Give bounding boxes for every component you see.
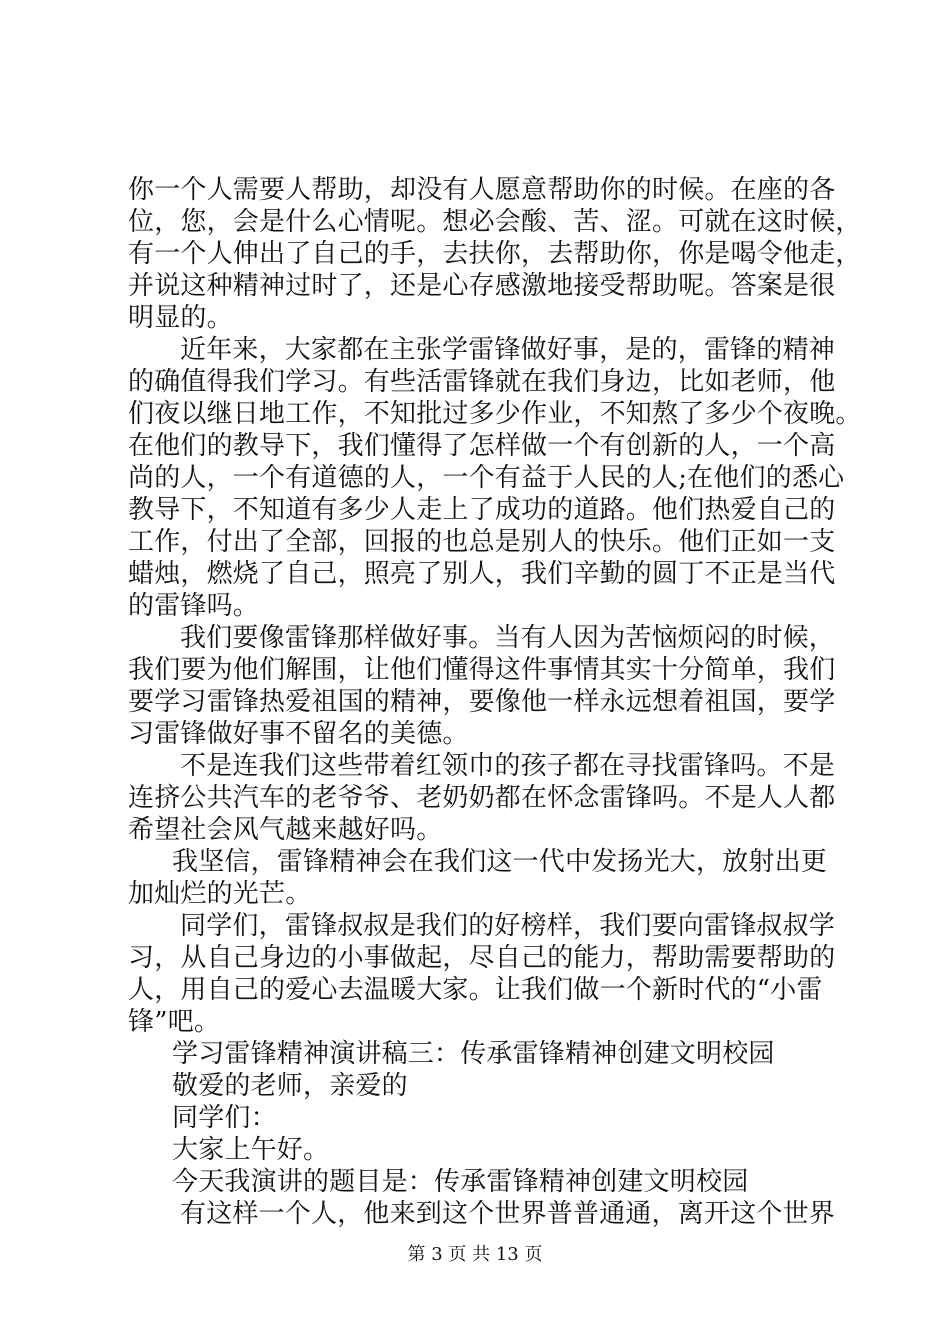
text-line: 要学习雷锋热爱祖国的精神，要像他一样永远想着祖国，要学 [128,687,836,717]
page-footer: 第 3 页 共 13 页 [407,1244,543,1265]
text-line: 我们要为他们解围，让他们懂得这件事情其实十分简单，我们 [128,655,836,685]
text-line: 同学们： [172,1103,277,1133]
text-line: 人，用自己的爱心去温暖大家。让我们做一个新时代的“小雷 [128,975,823,1005]
text-line: 同学们，雷锋叔叔是我们的好榜样，我们要向雷锋叔叔学 [180,911,836,941]
text-line: 今天我演讲的题目是：传承雷锋精神创建文明校园 [172,1167,749,1197]
text-line: 大家上午好。 [172,1135,330,1165]
text-line: 明显的。 [128,303,233,333]
text-line: 习，从自己身边的小事做起，尽自己的能力，帮助需要帮助的 [128,943,836,973]
text-line: 习雷锋做好事不留名的美德。 [128,719,469,749]
text-line: 工作，付出了全部，回报的也总是别人的快乐。他们正如一支 [128,527,836,557]
text-line: 教导下，不知道有多少人走上了成功的道路。他们热爱自己的 [128,495,836,525]
text-line: 我坚信，雷锋精神会在我们这一代中发扬光大，放射出更 [172,847,828,877]
text-line: 蜡烛，燃烧了自己，照亮了别人，我们辛勤的圆丁不正是当代 [128,559,836,589]
text-line: 锋”吧。 [128,1007,221,1037]
text-line: 尚的人，一个有道德的人，一个有益于人民的人;在他们的悉心 [128,463,845,493]
text-line: 的确值得我们学习。有些活雷锋就在我们身边，比如老师，他 [128,367,836,397]
text-line: 在他们的教导下，我们懂得了怎样做一个有创新的人，一个高 [128,431,836,461]
text-line: 有这样一个人，他来到这个世界普普通通，离开这个世界 [180,1199,836,1229]
text-line: 位，您，会是什么心情呢。想必会酸、苦、涩。可就在这时候， [128,207,862,237]
text-line: 学习雷锋精神演讲稿三：传承雷锋精神创建文明校园 [172,1039,775,1069]
text-line: 不是连我们这些带着红领巾的孩子都在寻找雷锋吗。不是 [180,751,836,781]
text-line: 连挤公共汽车的老爷爷、老奶奶都在怀念雷锋吗。不是人人都 [128,783,836,813]
text-line: 加灿烂的光芒。 [128,879,312,909]
text-line: 并说这种精神过时了，还是心存感激地接受帮助呢。答案是很 [128,271,836,301]
document-body [128,174,862,1230]
text-line: 有一个人伸出了自己的手，去扶你，去帮助你，你是喝令他走， [128,239,862,269]
text-line: 希望社会风气越来越好吗。 [128,815,443,845]
text-line: 我们要像雷锋那样做好事。当有人因为苦恼烦闷的时候， [180,623,836,653]
text-line: 你一个人需要人帮助，却没有人愿意帮助你的时候。在座的各 [128,175,836,205]
text-line: 近年来，大家都在主张学雷锋做好事，是的，雷锋的精神 [180,335,836,365]
text-line: 们夜以继日地工作，不知批过多少作业，不知熬了多少个夜晚。 [128,399,862,429]
text-line: 敬爱的老师，亲爱的 [172,1071,408,1101]
text-line: 的雷锋吗。 [128,591,260,621]
